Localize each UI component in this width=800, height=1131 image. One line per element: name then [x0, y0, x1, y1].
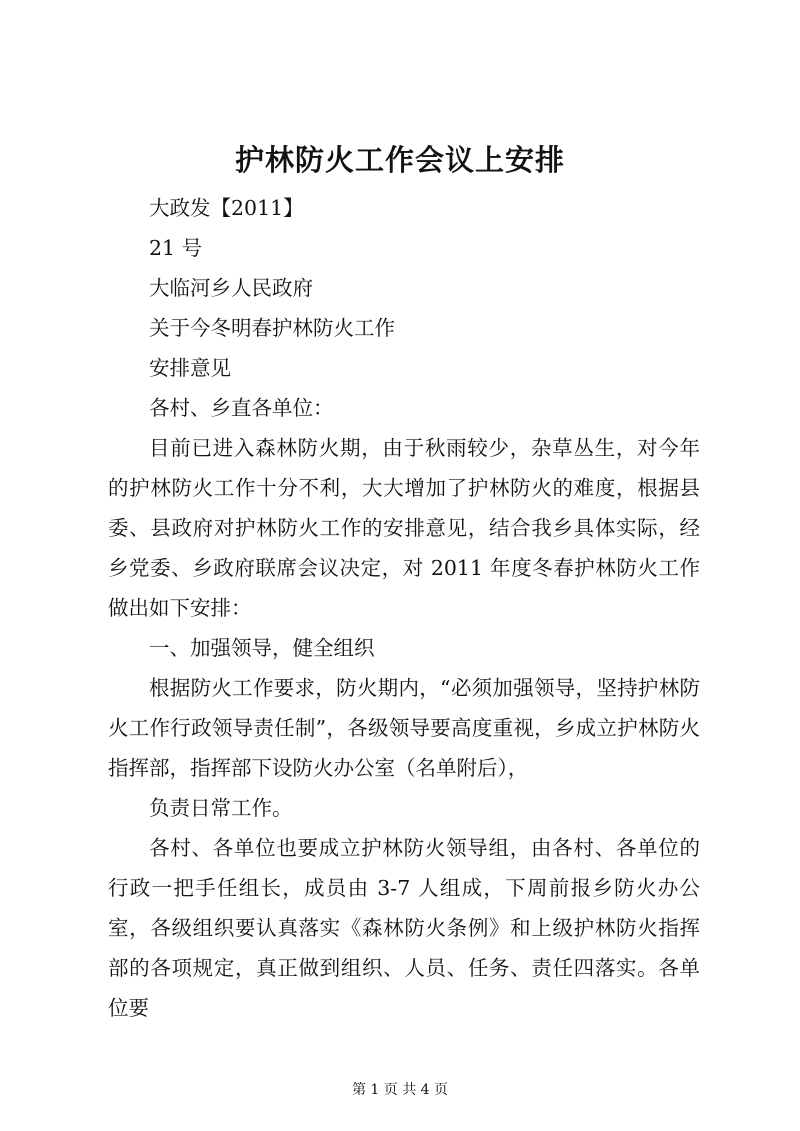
subject-line-2: 安排意见: [149, 356, 231, 380]
body-paragraph: 目前已进入森林防火期，由于秋雨较少，杂草丛生，对今年的护林防火工作十分不利，大大增加了护林防火的难度，根据县委、县政府对护林防火工作的安排意见，结合我乡具体实际，经乡党委、乡政府联席会议决定，对 2011 年度冬春护林防火工作做出如下安排：: [108, 436, 700, 620]
section-heading: 一、加强领导，健全组织: [149, 636, 375, 660]
body-paragraph: 负责日常工作。: [149, 796, 293, 820]
body-paragraph: 根据防火工作要求，防火期内，“必须加强领导，坚持护林防火工作行政领导责任制”，各级领导要高度重视，乡成立护林防火指挥部，指挥部下设防火办公室（名单附后），: [108, 676, 700, 780]
body-paragraph: 各村、各单位也要成立护林防火领导组，由各村、各单位的行政一把手任组长，成员由 3-7 人组成，下周前报乡防火办公室，各级组织要认真落实《森林防火条例》和上级护林防火指挥部的各项规定，真正做到组织、人员、任务、责任四落实。各单位要: [108, 836, 700, 1020]
subject-line: 关于今冬明春护林防火工作: [149, 316, 395, 340]
doc-number-suffix: 21 号: [149, 236, 203, 260]
document-body: [108, 188, 700, 1028]
document-title: 护林防火工作会议上安排: [234, 143, 565, 177]
page-footer: 第 1 页 共 4 页: [351, 1082, 449, 1098]
salutation: 各村、乡直各单位：: [149, 396, 334, 420]
doc-number-line: 大政发【2011】: [149, 196, 304, 220]
issuing-authority: 大临河乡人民政府: [149, 276, 313, 300]
